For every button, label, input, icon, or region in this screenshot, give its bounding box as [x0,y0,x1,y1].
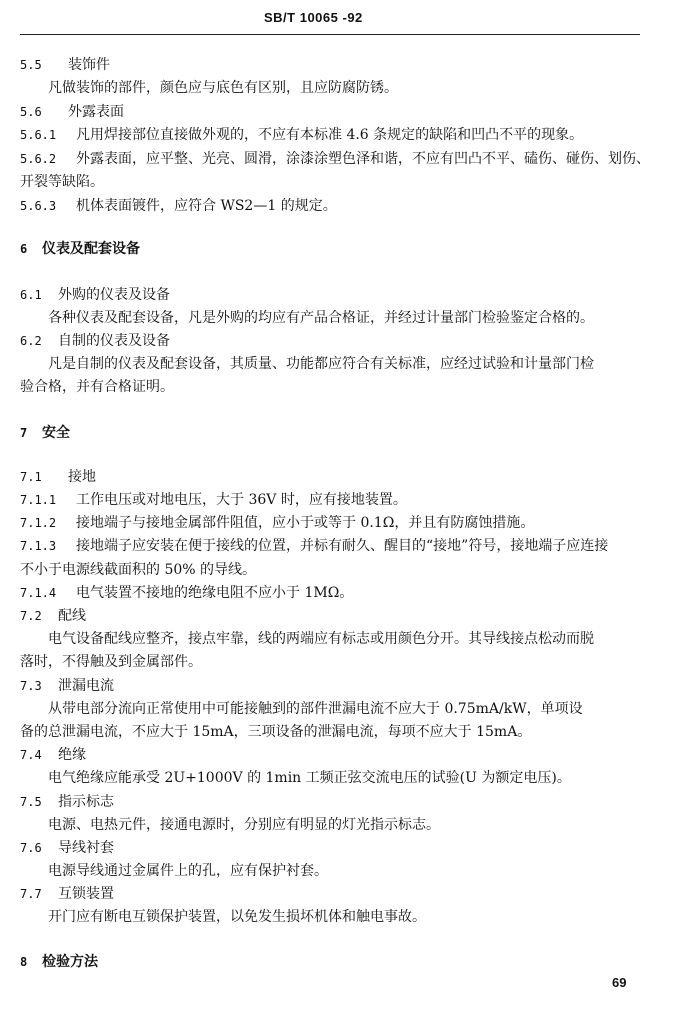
section-7-5-heading [20,793,114,811]
section-6-2-heading [20,332,170,350]
section-5-6-2 [20,150,650,168]
section-7-3-text: 从带电部分流向正常使用中可能接触到的部件泄漏电流不应大于 0.75mA/kW，单项设 [48,701,583,717]
section-number: 7.1.1 [20,493,57,507]
chapter-title: 检验方法 [42,954,98,970]
section-title: 互锁装置 [58,886,114,902]
section-number: 5.6 [20,105,42,119]
section-text: 凡用焊接部位直接做外观的，不应有本标准 4.6 条规定的缺陷和凹凸不平的现象。 [76,127,584,143]
section-title: 自制的仪表及设备 [58,333,170,349]
section-text: 机体表面镀件，应符合 WS2—1 的规定。 [76,198,337,214]
section-7-6-heading [20,839,114,857]
chapter-8-heading [20,953,98,971]
section-number: 5.5 [20,58,42,72]
section-5-6-3 [20,197,337,215]
section-7-2-text: 电气设备配线应整齐，接点牢靠，线的两端应有标志或用颜色分开。其导线接点松动而脱 [48,631,594,647]
section-text: 电气装置不接地的绝缘电阻不应小于 1MΩ。 [76,585,354,601]
section-number: 7.1 [20,470,42,484]
chapter-number: 7 [20,426,28,440]
section-7-7-heading [20,885,114,903]
section-7-4-heading [20,746,86,764]
chapter-7-heading [20,424,70,442]
section-text: 接地端子应安装在便于接线的位置，并标有耐久、醒目的“接地”符号，接地端子应连接 [76,538,609,554]
page-header [0,10,694,40]
section-5-6-1 [20,126,583,144]
section-6-1-heading [20,286,170,304]
chapter-number: 8 [20,955,28,969]
section-7-1-1 [20,491,407,509]
standard-code: SB/T 10065 -92 [264,10,363,25]
section-7-1-3-cont: 不小于电源线截面积的 50% 的导线。 [20,562,257,578]
chapter-title: 仪表及配套设备 [42,241,140,257]
section-6-2-text-cont: 验合格，并有合格证明。 [20,379,174,395]
section-5-6-heading [20,103,124,121]
section-title: 泄漏电流 [58,678,114,694]
section-7-1-4 [20,584,353,602]
section-7-6-text: 电源导线通过金属件上的孔，应有保护衬套。 [48,863,328,879]
section-text: 工作电压或对地电压，大于 36V 时，应有接地装置。 [76,492,407,508]
section-number: 7.6 [20,841,42,855]
section-5-5-text: 凡做装饰的部件，颜色应与底色有区别，且应防腐防锈。 [48,80,398,96]
section-text: 接地端子与接地金属部件阻值，应小于或等于 0.1Ω，并且有防腐蚀措施。 [76,515,535,531]
section-number: 7.4 [20,748,42,762]
section-7-1-2 [20,514,534,532]
section-5-5-heading [20,56,110,74]
section-7-4-text: 电气绝缘应能承受 2U+1000V 的 1min 工频正弦交流电压的试验(U 为额定电压)。 [48,770,571,786]
section-6-1-text: 各种仪表及配套设备，凡是外购的均应有产品合格证，并经过计量部门检验鉴定合格的。 [48,310,594,326]
section-7-1-heading [20,468,96,486]
section-7-3-text-cont: 备的总泄漏电流，不应大于 15mA，三项设备的泄漏电流，每项不应大于 15mA。 [20,724,532,740]
section-number: 7.1.2 [20,516,57,530]
section-number: 5.6.3 [20,199,57,213]
section-7-2-heading [20,607,86,625]
section-number: 7.2 [20,609,42,623]
section-5-6-2-cont: 开裂等缺陷。 [20,174,104,190]
chapter-title: 安全 [42,425,70,441]
section-title: 配线 [58,608,86,624]
section-title: 导线衬套 [58,840,114,856]
section-7-3-heading [20,677,114,695]
chapter-6-heading [20,240,140,258]
section-title: 外露表面 [68,104,124,120]
section-6-2-text: 凡是自制的仪表及配套设备，其质量、功能都应符合有关标准，应经过试验和计量部门检 [48,356,594,372]
section-number: 7.5 [20,795,42,809]
section-number: 5.6.2 [20,152,57,166]
section-number: 5.6.1 [20,128,57,142]
section-7-7-text: 开门应有断电互锁保护装置，以免发生损坏机体和触电事故。 [48,909,426,925]
section-number: 6.2 [20,334,42,348]
section-number: 7.1.3 [20,539,57,553]
section-7-2-text-cont: 落时，不得触及到金属部件。 [20,654,202,670]
section-title: 装饰件 [68,57,110,73]
page-number: 69 [612,975,627,990]
header-rule [20,34,640,35]
section-number: 7.1.4 [20,586,57,600]
section-number: 7.3 [20,679,42,693]
section-number: 6.1 [20,288,42,302]
section-text: 外露表面，应平整、光亮、圆滑，涂漆涂塑色泽和谐，不应有凹凸不平、磕伤、碰伤、划伤、 [76,151,650,167]
section-number: 7.7 [20,887,42,901]
section-7-5-text: 电源、电热元件，接通电源时，分别应有明显的灯光指示标志。 [48,817,440,833]
chapter-number: 6 [20,242,28,256]
section-title: 指示标志 [58,794,114,810]
section-title: 外购的仪表及设备 [58,287,170,303]
section-7-1-3 [20,537,608,555]
section-title: 接地 [68,469,96,485]
section-title: 绝缘 [58,747,86,763]
